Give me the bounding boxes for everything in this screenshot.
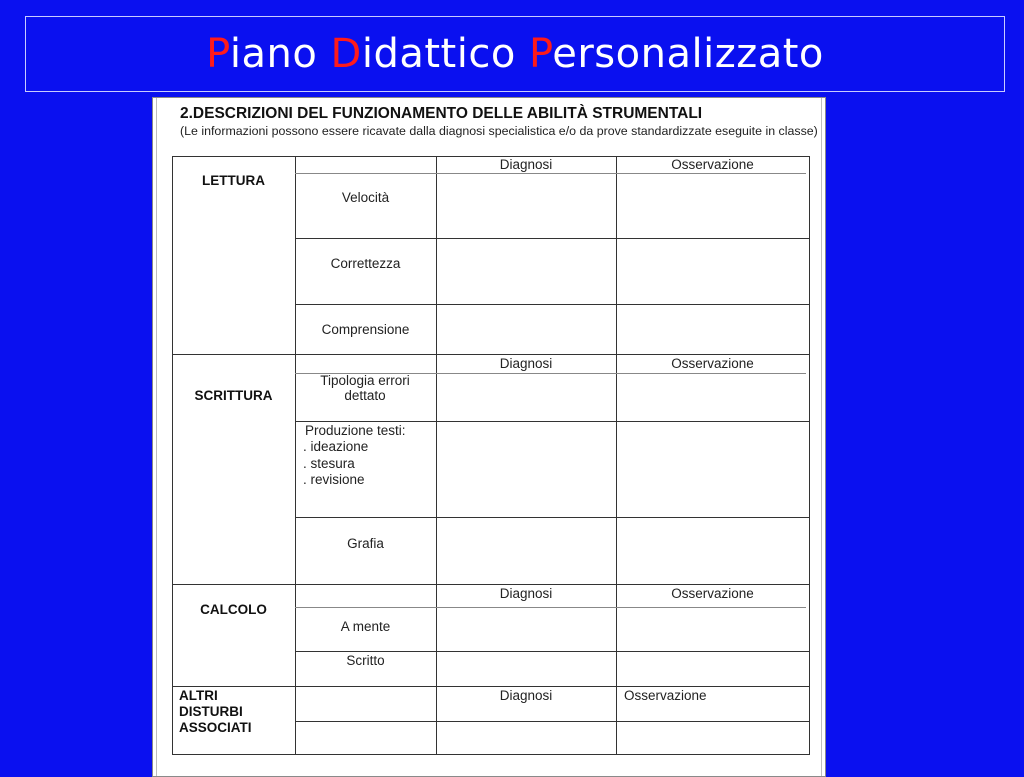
- row-label-scritto: Scritto: [346, 653, 385, 668]
- row-label-correttezza: Correttezza: [330, 256, 401, 271]
- lettura-label: LETTURA: [202, 173, 265, 188]
- row-label-comprensione: Comprensione: [321, 322, 410, 337]
- row-label-a-mente: A mente: [340, 619, 391, 634]
- row-sub-stesura: . stesura: [303, 456, 355, 471]
- row-sub-ideazione: . ideazione: [303, 439, 369, 454]
- title-initial-p: P: [206, 31, 230, 77]
- altri-label-line-2: DISTURBI: [179, 704, 243, 719]
- altri-header-diagnosi: Diagnosi: [499, 688, 553, 703]
- row-label-grafia: Grafia: [347, 536, 384, 551]
- lettura-header-diagnosi: Diagnosi: [499, 157, 553, 172]
- scanned-form-page: [152, 97, 826, 777]
- table-col-osservazione: [616, 157, 617, 755]
- lettura-row-2-bottom: [295, 304, 810, 305]
- calcolo-label: CALCOLO: [200, 602, 267, 617]
- calcolo-header-osservazione: Osservazione: [671, 586, 754, 601]
- title-initial-d: D: [330, 31, 362, 77]
- form-note: (Le informazioni possono essere ricavate dalla diagnosi specialistica e/o da prove standardizzate eseguite in classe): [180, 124, 818, 138]
- scrittura-header-diagnosi: Diagnosi: [499, 356, 553, 371]
- title-word-1: iano: [229, 31, 331, 77]
- row-label-tipologia-errori: Tipologia errori dettato: [320, 373, 410, 403]
- lettura-header-rule: [295, 173, 806, 174]
- scrittura-row-2-bottom: [295, 517, 810, 518]
- table-border-right: [809, 157, 810, 755]
- altri-label-line-1: ALTRI: [179, 688, 218, 703]
- scrittura-label: SCRITTURA: [194, 388, 273, 403]
- form-heading: 2.DESCRIZIONI DEL FUNZIONAMENTO DELLE ABILITÀ STRUMENTALI: [180, 105, 703, 122]
- lettura-header-osservazione: Osservazione: [671, 157, 754, 172]
- altri-header-osservazione: Osservazione: [624, 688, 707, 703]
- table-border-left: [172, 157, 173, 755]
- title-word-2: idattico: [361, 31, 530, 77]
- altri-label-line-3: ASSOCIATI: [179, 720, 252, 735]
- title-word-3: ersonalizzato: [552, 31, 824, 77]
- scrittura-section-bottom: [172, 584, 810, 585]
- calcolo-header-rule: [295, 607, 806, 608]
- altri-row-1-bottom: [295, 721, 810, 722]
- table-col-diagnosi: [436, 157, 437, 755]
- calcolo-header-diagnosi: Diagnosi: [499, 586, 553, 601]
- scrittura-header-osservazione: Osservazione: [671, 356, 754, 371]
- row-label-produzione-testi: Produzione testi:: [305, 423, 406, 438]
- table-border-bottom: [172, 754, 810, 755]
- row-sub-revisione: . revisione: [303, 472, 365, 487]
- scrittura-row-1-bottom: [295, 421, 810, 422]
- calcolo-row-1-bottom: [295, 651, 810, 652]
- calcolo-section-bottom: [172, 686, 810, 687]
- lettura-row-1-bottom: [295, 238, 810, 239]
- slide-title-box: [25, 16, 1005, 92]
- lettura-section-bottom: [172, 354, 810, 355]
- page-edge-left: [156, 98, 157, 776]
- slide-title: [206, 31, 824, 77]
- title-initial-p2: P: [529, 31, 553, 77]
- page-edge-right: [821, 98, 822, 776]
- row-label-velocita: Velocità: [341, 190, 390, 205]
